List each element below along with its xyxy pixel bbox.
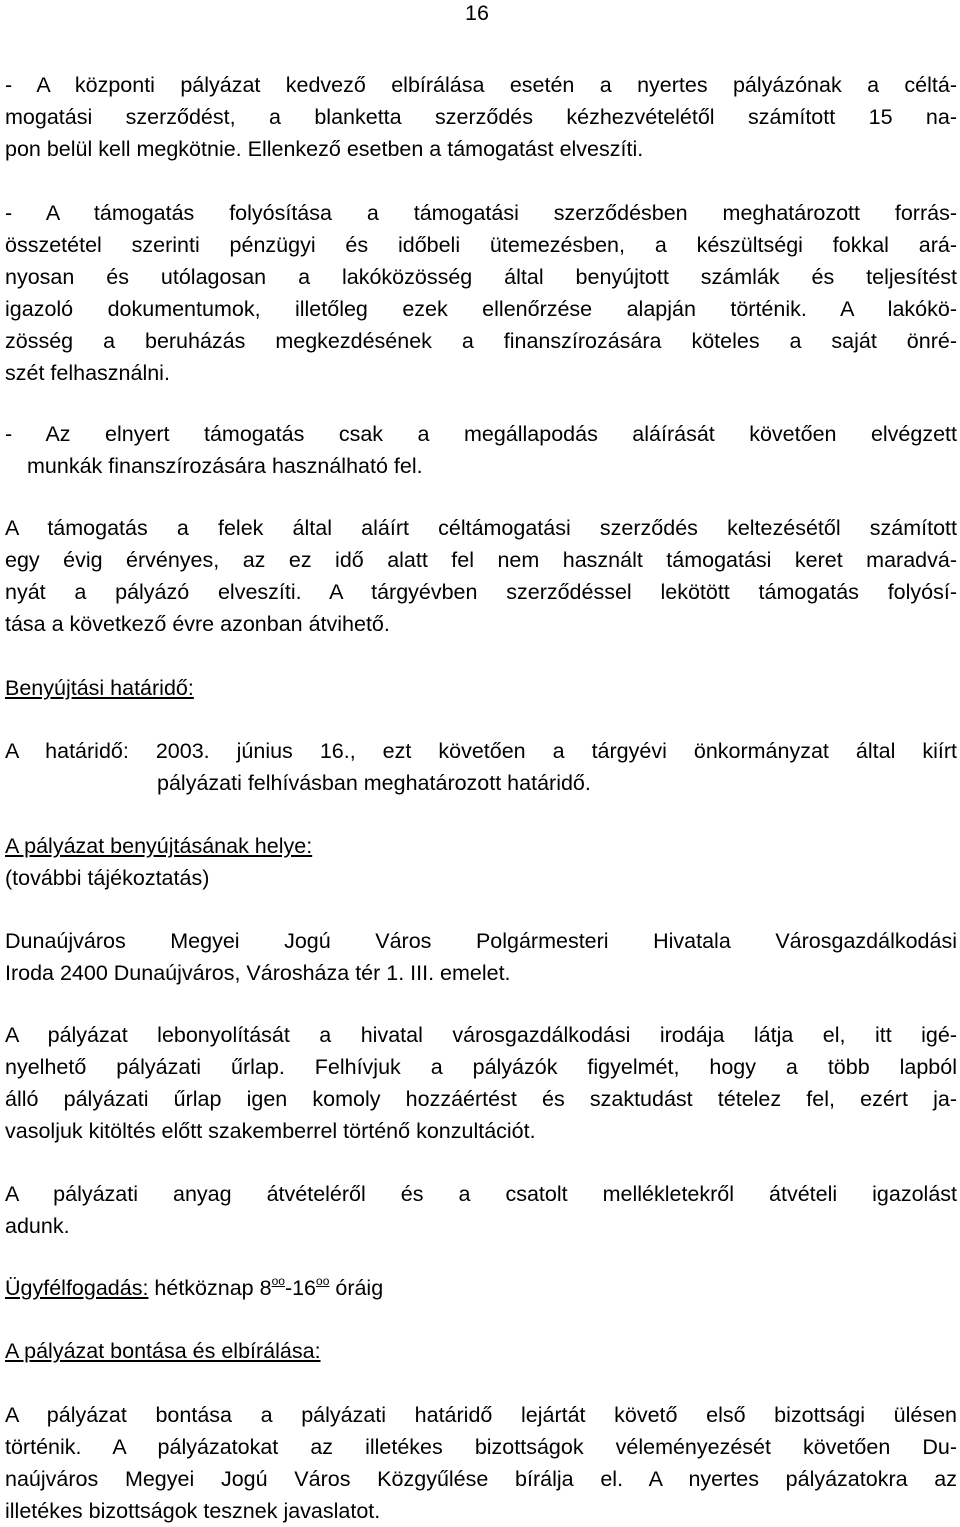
text-line: összetétel szerinti pénzügyi és időbeli ütemezésben, a készültségi fokkal ará- [5,233,957,257]
text-line: Iroda 2400 Dunaújváros, Városháza tér 1. III. emelet. [5,961,511,985]
text-line: pályázati felhívásban meghatározott határidő. [157,771,591,795]
text-line: zösség a beruházás megkezdésének a finanszírozására köteles a saját önré- [5,329,957,353]
text-line: nyosan és utólagosan a lakóközösség által benyújtott számlák és teljesítést [5,265,957,289]
text-line: A pályázati anyag átvételéről és a csatolt mellékletekről átvételi igazolást [5,1182,957,1206]
paragraph-eligible-work [5,418,957,482]
office-hours [5,1272,957,1304]
office-hours-suffix: óráig [335,1276,384,1300]
heading-deadline [5,672,957,704]
text-line: tása a következő évre azonban átvihető. [5,612,390,636]
text-line: - A támogatás folyósítása a támogatási szerződésben meghatározott forrás- [5,201,957,225]
section-heading: Benyújtási határidő: [5,676,194,700]
text-line: - Az elnyert támogatás csak a megállapodás aláírását követően elvégzett [5,422,957,446]
text-line: - A központi pályázat kedvező elbírálása esetén a nyertes pályázónak a céltá- [5,73,957,97]
section-subheading: (további tájékoztatás) [5,866,210,890]
text-line: naújváros Megyei Jogú Város Közgyűlése bírálja el. A nyertes pályázatokra az [5,1467,957,1491]
office-hours-line [5,1272,957,1304]
section-heading: A pályázat benyújtásának helye: [5,834,313,858]
paragraph-opening [5,1399,957,1527]
text-line: nyát a pályázó elveszíti. A tárgyévben szerződéssel lekötött támogatás folyósí- [5,580,957,604]
text-line: A támogatás a felek által aláírt céltámogatási szerződés keltezésétől számított [5,516,957,540]
text-line: mogatási szerződést, a blanketta szerződés kézhezvételétől számított 15 na- [5,105,957,129]
text-line: álló pályázati űrlap igen komoly hozzáértést és szaktudást tételez fel, ezért ja- [5,1087,957,1111]
text-line: egy évig érvényes, az ez idő alatt fel nem használt támogatási keret maradvá- [5,548,957,572]
heading-place [5,830,957,894]
paragraph-deadline [5,735,957,799]
paragraph-disbursement [5,197,957,389]
text-line: adunk. [5,1214,70,1238]
text-line: igazoló dokumentumok, illetőleg ezek ellenőrzése alapján történik. A lakókö- [5,297,957,321]
text-line: szét felhasználni. [5,361,170,385]
heading-opening [5,1335,957,1367]
office-hours-mid: -16 [284,1276,317,1300]
office-hours-label: Ügyfélfogadás: [5,1276,149,1300]
paragraph-receipt [5,1178,957,1242]
text-line: A pályázat lebonyolítását a hivatal városgazdálkodási irodája látja el, itt igé- [5,1023,957,1047]
office-hours-sup-start: oo [271,1274,285,1288]
text-line: történik. A pályázatokat az illetékes bizottságok véleményezését követően Du- [5,1435,957,1459]
text-line: nyelhető pályázati űrlap. Felhívjuk a pályázók figyelmét, hogy a több lapból [5,1055,957,1079]
text-line: A pályázat bontása a pályázati határidő lejártát követő első bizottsági ülésen [5,1403,957,1427]
office-hours-prefix: hétköznap 8 [154,1276,272,1300]
section-heading: A pályázat bontása és elbírálása: [5,1339,321,1363]
text-line: vasoljuk kitöltés előtt szakemberrel történő konzultációt. [5,1119,536,1143]
text-line: A határidő: 2003. június 16., ezt követően a tárgyévi önkormányzat által kiírt [5,739,957,763]
page-number: 16 [465,1,489,25]
text-line: pon belül kell megkötnie. Ellenkező esetben a támogatást elveszíti. [5,137,644,161]
text-line: munkák finanszírozására használható fel. [27,454,423,478]
office-hours-sup-end: oo [316,1274,330,1288]
paragraph-address [5,925,957,989]
text-line: Dunaújváros Megyei Jogú Város Polgármesteri Hivatala Városgazdálkodási [5,929,957,953]
paragraph-validity [5,512,957,640]
paragraph-contract-signing [5,69,957,165]
paragraph-administration [5,1019,957,1147]
text-line: illetékes bizottságok tesznek javaslatot. [5,1499,381,1523]
